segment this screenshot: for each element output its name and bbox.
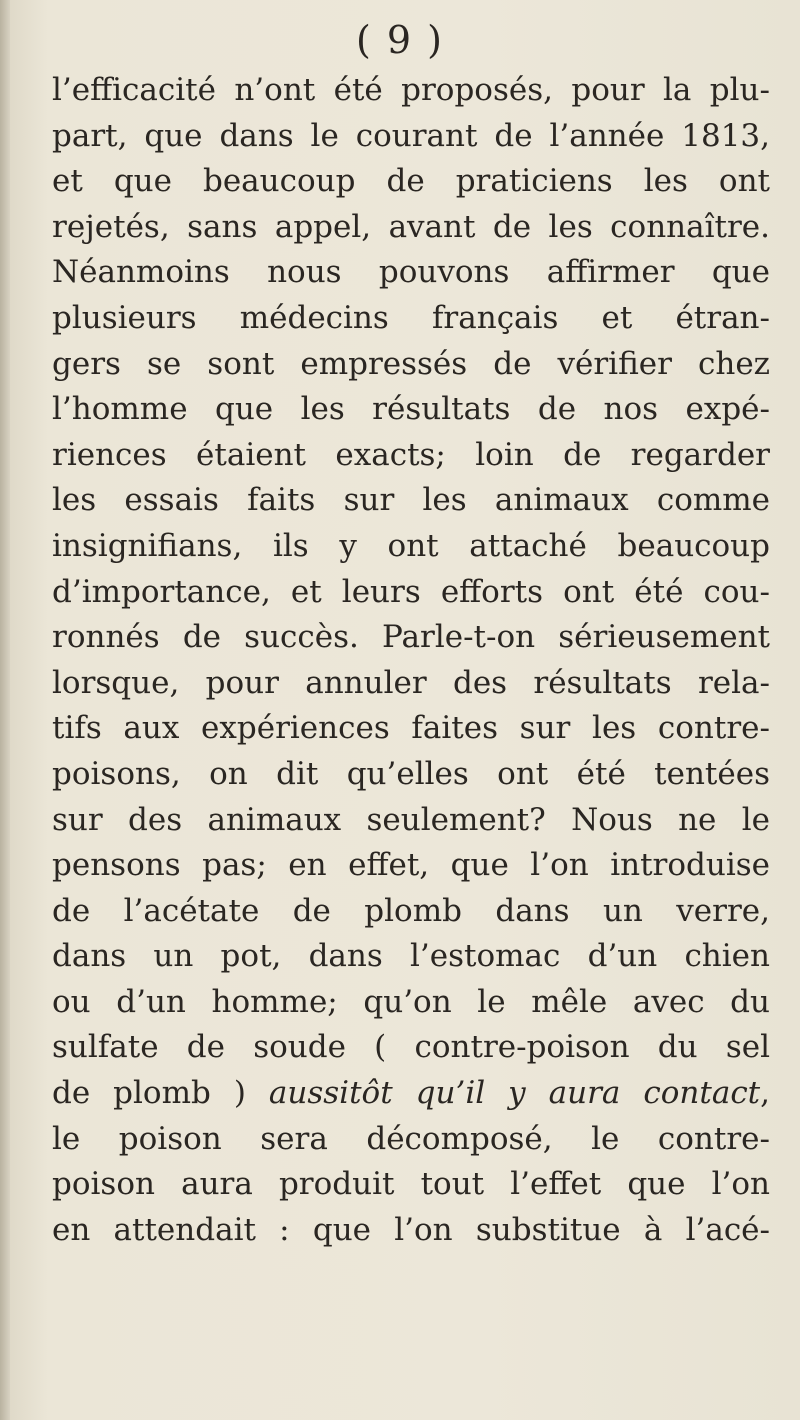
text-line-8: l’homme que les résultats de nos expé- (52, 391, 770, 428)
text-line-9: riences étaient exacts; loin de regarder (52, 436, 770, 473)
text-line-24: le poison sera décomposé, le contre- (52, 1120, 770, 1157)
text-line-19: de l’acétate de plomb dans un verre, (52, 892, 770, 929)
text-line-6: plusieurs médecins français et étran- (52, 299, 770, 336)
text-line-25: poison aura produit tout l’effet que l’on (52, 1166, 770, 1203)
text-line-17: sur des animaux seulement? Nous ne le (52, 801, 770, 838)
text-line-3: et que beaucoup de praticiens les ont (52, 163, 770, 200)
text-line-5: Néanmoins nous pouvons affirmer que (52, 254, 770, 291)
text-line-23 (52, 1071, 770, 1117)
body-text (52, 68, 770, 1253)
text-line-15: tifs aux expériences faites sur les contre- (52, 710, 770, 747)
text-line-1: l’efficacité n’ont été proposés, pour la plu- (52, 72, 770, 108)
text-line-11: insignifians, ils y ont attaché beaucoup (52, 527, 770, 564)
text-line-16: poisons, on dit qu’elles ont été tentées (52, 755, 770, 792)
text-line-26: en attendait : que l’on substitue à l’acé- (52, 1211, 770, 1248)
text-line-14: lorsque, pour annuler des résultats rela- (52, 664, 770, 701)
text-line-7: gers se sont empressés de vérifier chez (52, 345, 770, 382)
text-line-4: rejetés, sans appel, avant de les connaître. (52, 208, 770, 245)
text-line-18: pensons pas; en effet, que l’on introduise (52, 847, 770, 884)
italic-phrase: aussitôt qu’il y aura contact (268, 1075, 761, 1112)
page-number: ( 9 ) (356, 18, 444, 62)
text-line-12: d’importance, et leurs efforts ont été cou- (52, 573, 770, 610)
text-line-10: les essais faits sur les animaux comme (52, 482, 770, 519)
text-line-2: part, que dans le courant de l’année 1813, (52, 117, 770, 154)
text-line-23-start: de plomb ) (52, 1075, 269, 1112)
text-line-13: ronnés de succès. Parle-t-on sérieusement (52, 619, 770, 656)
text-line-21: ou d’un homme; qu’on le mêle avec du (52, 983, 770, 1020)
text-line-23-end: , (760, 1075, 770, 1112)
text-line-22: sulfate de soude ( contre-poison du sel (52, 1029, 770, 1066)
text-line-20: dans un pot, dans l’estomac d’un chien (52, 938, 770, 975)
page-binding-edge (0, 0, 10, 1420)
